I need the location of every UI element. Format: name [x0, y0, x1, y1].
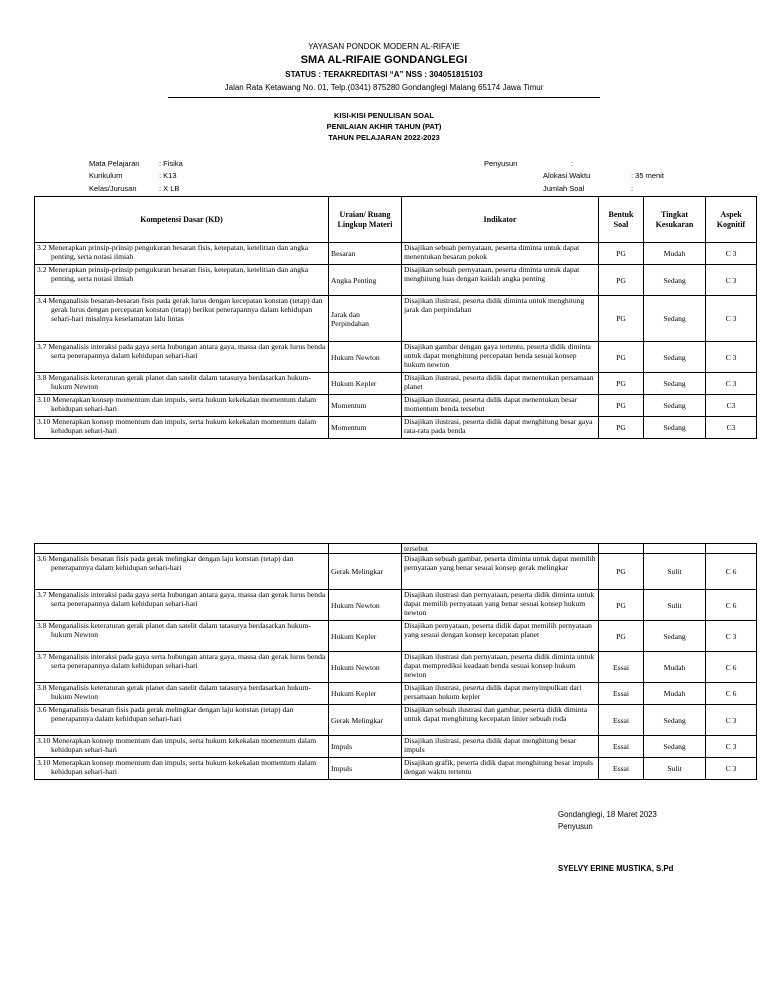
aspek-cell: C 3 [706, 736, 757, 758]
indikator-cell: tersebut [402, 544, 599, 554]
tingkat-cell: Sedang [644, 705, 706, 736]
subject-value: : Fisika [159, 159, 183, 168]
indikator-cell: Disajikan sebuah pernyataan, peserta diminta untuk dapat menghitung luas dengan kaidah angka penting [402, 265, 599, 296]
table-row [35, 395, 757, 417]
table-row [35, 554, 757, 590]
materi-cell: Besaran [329, 243, 402, 265]
tingkat-cell: Mudah [644, 243, 706, 265]
count-value: : [631, 184, 634, 193]
aspek-cell: C 6 [706, 554, 757, 590]
table-row [35, 373, 757, 395]
aspek-cell: C 3 [706, 705, 757, 736]
class-label: Kelas/Jurusan [89, 184, 137, 193]
aspek-cell: C 3 [706, 265, 757, 296]
table-header-row [35, 197, 757, 243]
tingkat-cell: Sedang [644, 265, 706, 296]
tingkat-cell: Sedang [644, 395, 706, 417]
tingkat-cell: Sedang [644, 417, 706, 439]
materi-cell: Hukum Kepler [329, 373, 402, 395]
bentuk-cell: PG [599, 342, 644, 373]
kd-cell: 3.8 Menganalisis keteraturan gerak planet dan satelit dalam tatasurya berdasarkan hukum-hukum Newton [35, 373, 329, 395]
kd-cell [35, 544, 329, 554]
doc-year: TAHUN PELAJARAN 2022-2023 [328, 133, 440, 142]
materi-cell: Impuls [329, 758, 402, 780]
table-row [35, 758, 757, 780]
bentuk-cell: PG [599, 265, 644, 296]
kd-cell: 3.8 Menganalisis keteraturan gerak planet dan satelit dalam tatasurya berdasarkan hukum-hukum Newton [35, 683, 329, 705]
table-row [35, 243, 757, 265]
indikator-cell: Disajikan sebuah gambar, peserta diminta untuk dapat memilih pernyataan yang benar sesuai konsep gerak melingkar [402, 554, 599, 590]
bentuk-cell: PG [599, 590, 644, 621]
materi-cell: Hukum Newton [329, 652, 402, 683]
bentuk-cell: Essai [599, 705, 644, 736]
aspek-cell [706, 544, 757, 554]
materi-cell [329, 544, 402, 554]
indikator-cell: Disajikan ilustrasi dan pernyataan, peserta didik diminta untuk dapat memilih pernyataan yang benar sesuai konsep hukum newton [402, 590, 599, 621]
aspek-cell: C 3 [706, 621, 757, 652]
continuation-row [35, 544, 757, 554]
tingkat-cell: Sedang [644, 621, 706, 652]
kd-cell: 3.2 Menerapkan prinsip-prinsip pengukuran besaran fisis, ketepatan, ketelitian dan angka penting, serta notasi ilmiah [35, 243, 329, 265]
kd-cell: 3.8 Menganalisis keteraturan gerak planet dan satelit dalam tatasurya berdasarkan hukum-hukum Newton [35, 621, 329, 652]
header-materi: Uraian/ Ruang Lingkup Materi [329, 197, 402, 243]
table-row [35, 705, 757, 736]
header-kd: Kompetensi Dasar (KD) [35, 197, 329, 243]
indikator-cell: Disajikan ilustrasi, peserta didik diminta untuk menghitung jarak dan perpindahan [402, 296, 599, 342]
table-row [35, 296, 757, 342]
materi-cell: Gerak Melingkar [329, 705, 402, 736]
kd-cell: 3.10 Menerapkan konsep momentum dan impuls, serta hukum kekekalan momentum dalam kehidupan sehari-hari [35, 758, 329, 780]
bentuk-cell: PG [599, 395, 644, 417]
doc-subtitle: PENILAIAN AKHIR TAHUN (PAT) [326, 122, 442, 131]
table-row [35, 736, 757, 758]
materi-cell: Angka Penting [329, 265, 402, 296]
signer-role: Penyusun [558, 822, 593, 831]
aspek-cell: C 3 [706, 243, 757, 265]
bentuk-cell: Essai [599, 758, 644, 780]
bentuk-cell: PG [599, 243, 644, 265]
table-row [35, 621, 757, 652]
materi-cell: Hukum Kepler [329, 621, 402, 652]
tingkat-cell: Sedang [644, 736, 706, 758]
tingkat-cell: Sulit [644, 554, 706, 590]
kd-cell: 3.7 Menganalisis interaksi pada gaya serta hubungan antara gaya, massa dan gerak lurus benda serta penerapannya dalam kehidupan sehari-hari [35, 590, 329, 621]
table-row [35, 590, 757, 621]
school-name: SMA AL-RIFAIE GONDANGLEGI [300, 54, 468, 66]
indikator-cell: Disajikan sebuah ilustrasi dan gambar, peserta didik diminta untuk dapat menghitung kecepatan linier sebuah roda [402, 705, 599, 736]
tingkat-cell: Sedang [644, 342, 706, 373]
count-label: Jumlah Soal [543, 184, 585, 193]
materi-cell: Hukum Kepler [329, 683, 402, 705]
tingkat-cell: Mudah [644, 683, 706, 705]
subject-label: Mata Pelajaran [89, 159, 140, 168]
curriculum-label: Kurikulum [89, 171, 123, 180]
aspek-cell: C 3 [706, 758, 757, 780]
kd-cell: 3.4 Menganalisis besaran-besaran fisis pada gerak lurus dengan kecepatan konstan (tetap) dan gerak lurus dengan percepatan konstan (tetap) berikut penerapannya dalam kehidupan sehari-hari misalnya keselamatan lalu lintas [35, 296, 329, 342]
table-row [35, 342, 757, 373]
tingkat-cell: Sulit [644, 758, 706, 780]
materi-cell: Hukum Newton [329, 590, 402, 621]
accreditation-status: STATUS : TERAKREDITASI “A” NSS : 304051815103 [285, 70, 483, 79]
aspek-cell: C 6 [706, 652, 757, 683]
kd-cell: 3.7 Menganalisis interaksi pada gaya serta hubungan antara gaya, massa dan gerak lurus benda serta penerapannya dalam kehidupan sehari-hari [35, 342, 329, 373]
materi-cell: Gerak Melingkar [329, 554, 402, 590]
school-address: Jalan Rata Ketawang No. 01, Telp.(0341) 875280 Gondanglegi Malang 65174 Jawa Timur [224, 83, 544, 92]
header-aspek: Aspek Kognitif [706, 197, 757, 243]
doc-title: KISI-KISI PENULISAN SOAL [333, 111, 434, 120]
author-value: : [571, 159, 574, 168]
header-tingkat: Tingkat Kesukaran [644, 197, 706, 243]
tingkat-cell: Sulit [644, 590, 706, 621]
kd-cell: 3.10 Menerapkan konsep momentum dan impuls, serta hukum kekekalan momentum dalam kehidupan sehari-hari [35, 417, 329, 439]
table-row [35, 265, 757, 296]
bentuk-cell: PG [599, 554, 644, 590]
bentuk-cell [599, 544, 644, 554]
bentuk-cell: PG [599, 373, 644, 395]
tingkat-cell: Mudah [644, 652, 706, 683]
bentuk-cell: Essai [599, 736, 644, 758]
kd-cell: 3.10 Menerapkan konsep momentum dan impuls, serta hukum kekekalan momentum dalam kehidupan sehari-hari [35, 395, 329, 417]
materi-cell: Hukum Newton [329, 342, 402, 373]
class-value: : X LB [159, 184, 180, 193]
aspek-cell: C 6 [706, 683, 757, 705]
aspek-cell: C 3 [706, 296, 757, 342]
indikator-cell: Disajikan ilustrasi, peserta didik dapat menentukan besar momentum benda tersebut [402, 395, 599, 417]
tingkat-cell: Sedang [644, 373, 706, 395]
bentuk-cell: Essai [599, 683, 644, 705]
foundation-name: YAYASAN PONDOK MODERN AL-RIFA'IE [308, 42, 460, 51]
tingkat-cell: Sedang [644, 296, 706, 342]
indikator-cell: Disajikan ilustrasi, peserta didik dapat menentukan persamaan planet [402, 373, 599, 395]
aspek-cell: C 6 [706, 590, 757, 621]
indikator-cell: Disajikan pernyataan, peserta didik dapat memilih pernyataan yang sesuai dengan konsep kecepatan planet [402, 621, 599, 652]
place-date: Gondanglegi, 18 Maret 2023 [558, 810, 657, 819]
kd-cell: 3.2 Menerapkan prinsip-prinsip pengukuran besaran fisis, ketepatan, ketelitian dan angka penting, serta notasi ilmiah [35, 265, 329, 296]
bentuk-cell: PG [599, 296, 644, 342]
bentuk-cell: PG [599, 417, 644, 439]
table-row [35, 683, 757, 705]
materi-cell: Momentum [329, 417, 402, 439]
kd-cell: 3.7 Menganalisis interaksi pada gaya serta hubungan antara gaya, massa dan gerak lurus benda serta penerapannya dalam kehidupan sehari-hari [35, 652, 329, 683]
header-bentuk: Bentuk Soal [599, 197, 644, 243]
time-label: Alokasi Waktu [543, 171, 591, 180]
tingkat-cell [644, 544, 706, 554]
aspek-cell: C 3 [706, 342, 757, 373]
materi-cell: Momentum [329, 395, 402, 417]
materi-cell: Jarak dan Perpindahan [329, 296, 402, 342]
table-row [35, 652, 757, 683]
indikator-cell: Disajikan gambar dengan gaya tertentu, peserta didik diminta untuk dapat menghitung percepatan benda sesuai konsep hukum newton [402, 342, 599, 373]
aspek-cell: C 3 [706, 373, 757, 395]
author-label: Penyusun [484, 159, 518, 168]
indikator-cell: Disajikan ilustrasi, peserta didik dapat menyimpulkan dari persamaan hukum kepler [402, 683, 599, 705]
materi-cell: Impuls [329, 736, 402, 758]
letterhead-divider [168, 97, 600, 98]
grid-table-page1 [34, 196, 757, 439]
indikator-cell: Disajikan ilustrasi, peserta didik dapat menghitung besar gaya rata-rata pada benda [402, 417, 599, 439]
kd-cell: 3.6 Menganalisis besaran fisis pada gerak melingkar dengan laju konstan (tetap) dan penerapannya dalam kehidupan sehari-hari [35, 554, 329, 590]
table-row [35, 417, 757, 439]
indikator-cell: Disajikan grafik, peserta didik dapat menghitung besar impuls dengan waktu tertentu [402, 758, 599, 780]
indikator-cell: Disajikan ilustrasi dan pernyataan, peserta didik diminta untuk dapat memprediksi keadaan benda sesuai konsep hukum newton [402, 652, 599, 683]
curriculum-value: : K13 [159, 171, 177, 180]
bentuk-cell: Essai [599, 652, 644, 683]
kd-cell: 3.6 Menganalisis besaran fisis pada gerak melingkar dengan laju konstan (tetap) dan penerapannya dalam kehidupan sehari-hari [35, 705, 329, 736]
indikator-cell: Disajikan ilustrasi, peserta didik dapat menghitung besar impuls [402, 736, 599, 758]
bentuk-cell: PG [599, 621, 644, 652]
header-indikator: Indikator [402, 197, 599, 243]
aspek-cell: C3 [706, 417, 757, 439]
kd-cell: 3.10 Menerapkan konsep momentum dan impuls, serta hukum kekekalan momentum dalam kehidupan sehari-hari [35, 736, 329, 758]
aspek-cell: C3 [706, 395, 757, 417]
signer-name: SYELVY ERINE MUSTIKA, S.Pd [558, 864, 674, 873]
time-value: : 35 menit [631, 171, 664, 180]
grid-table-page2 [34, 543, 757, 780]
indikator-cell: Disajikan sebuah pernyataan, peserta diminta untuk dapat menentukan besaran pokok [402, 243, 599, 265]
